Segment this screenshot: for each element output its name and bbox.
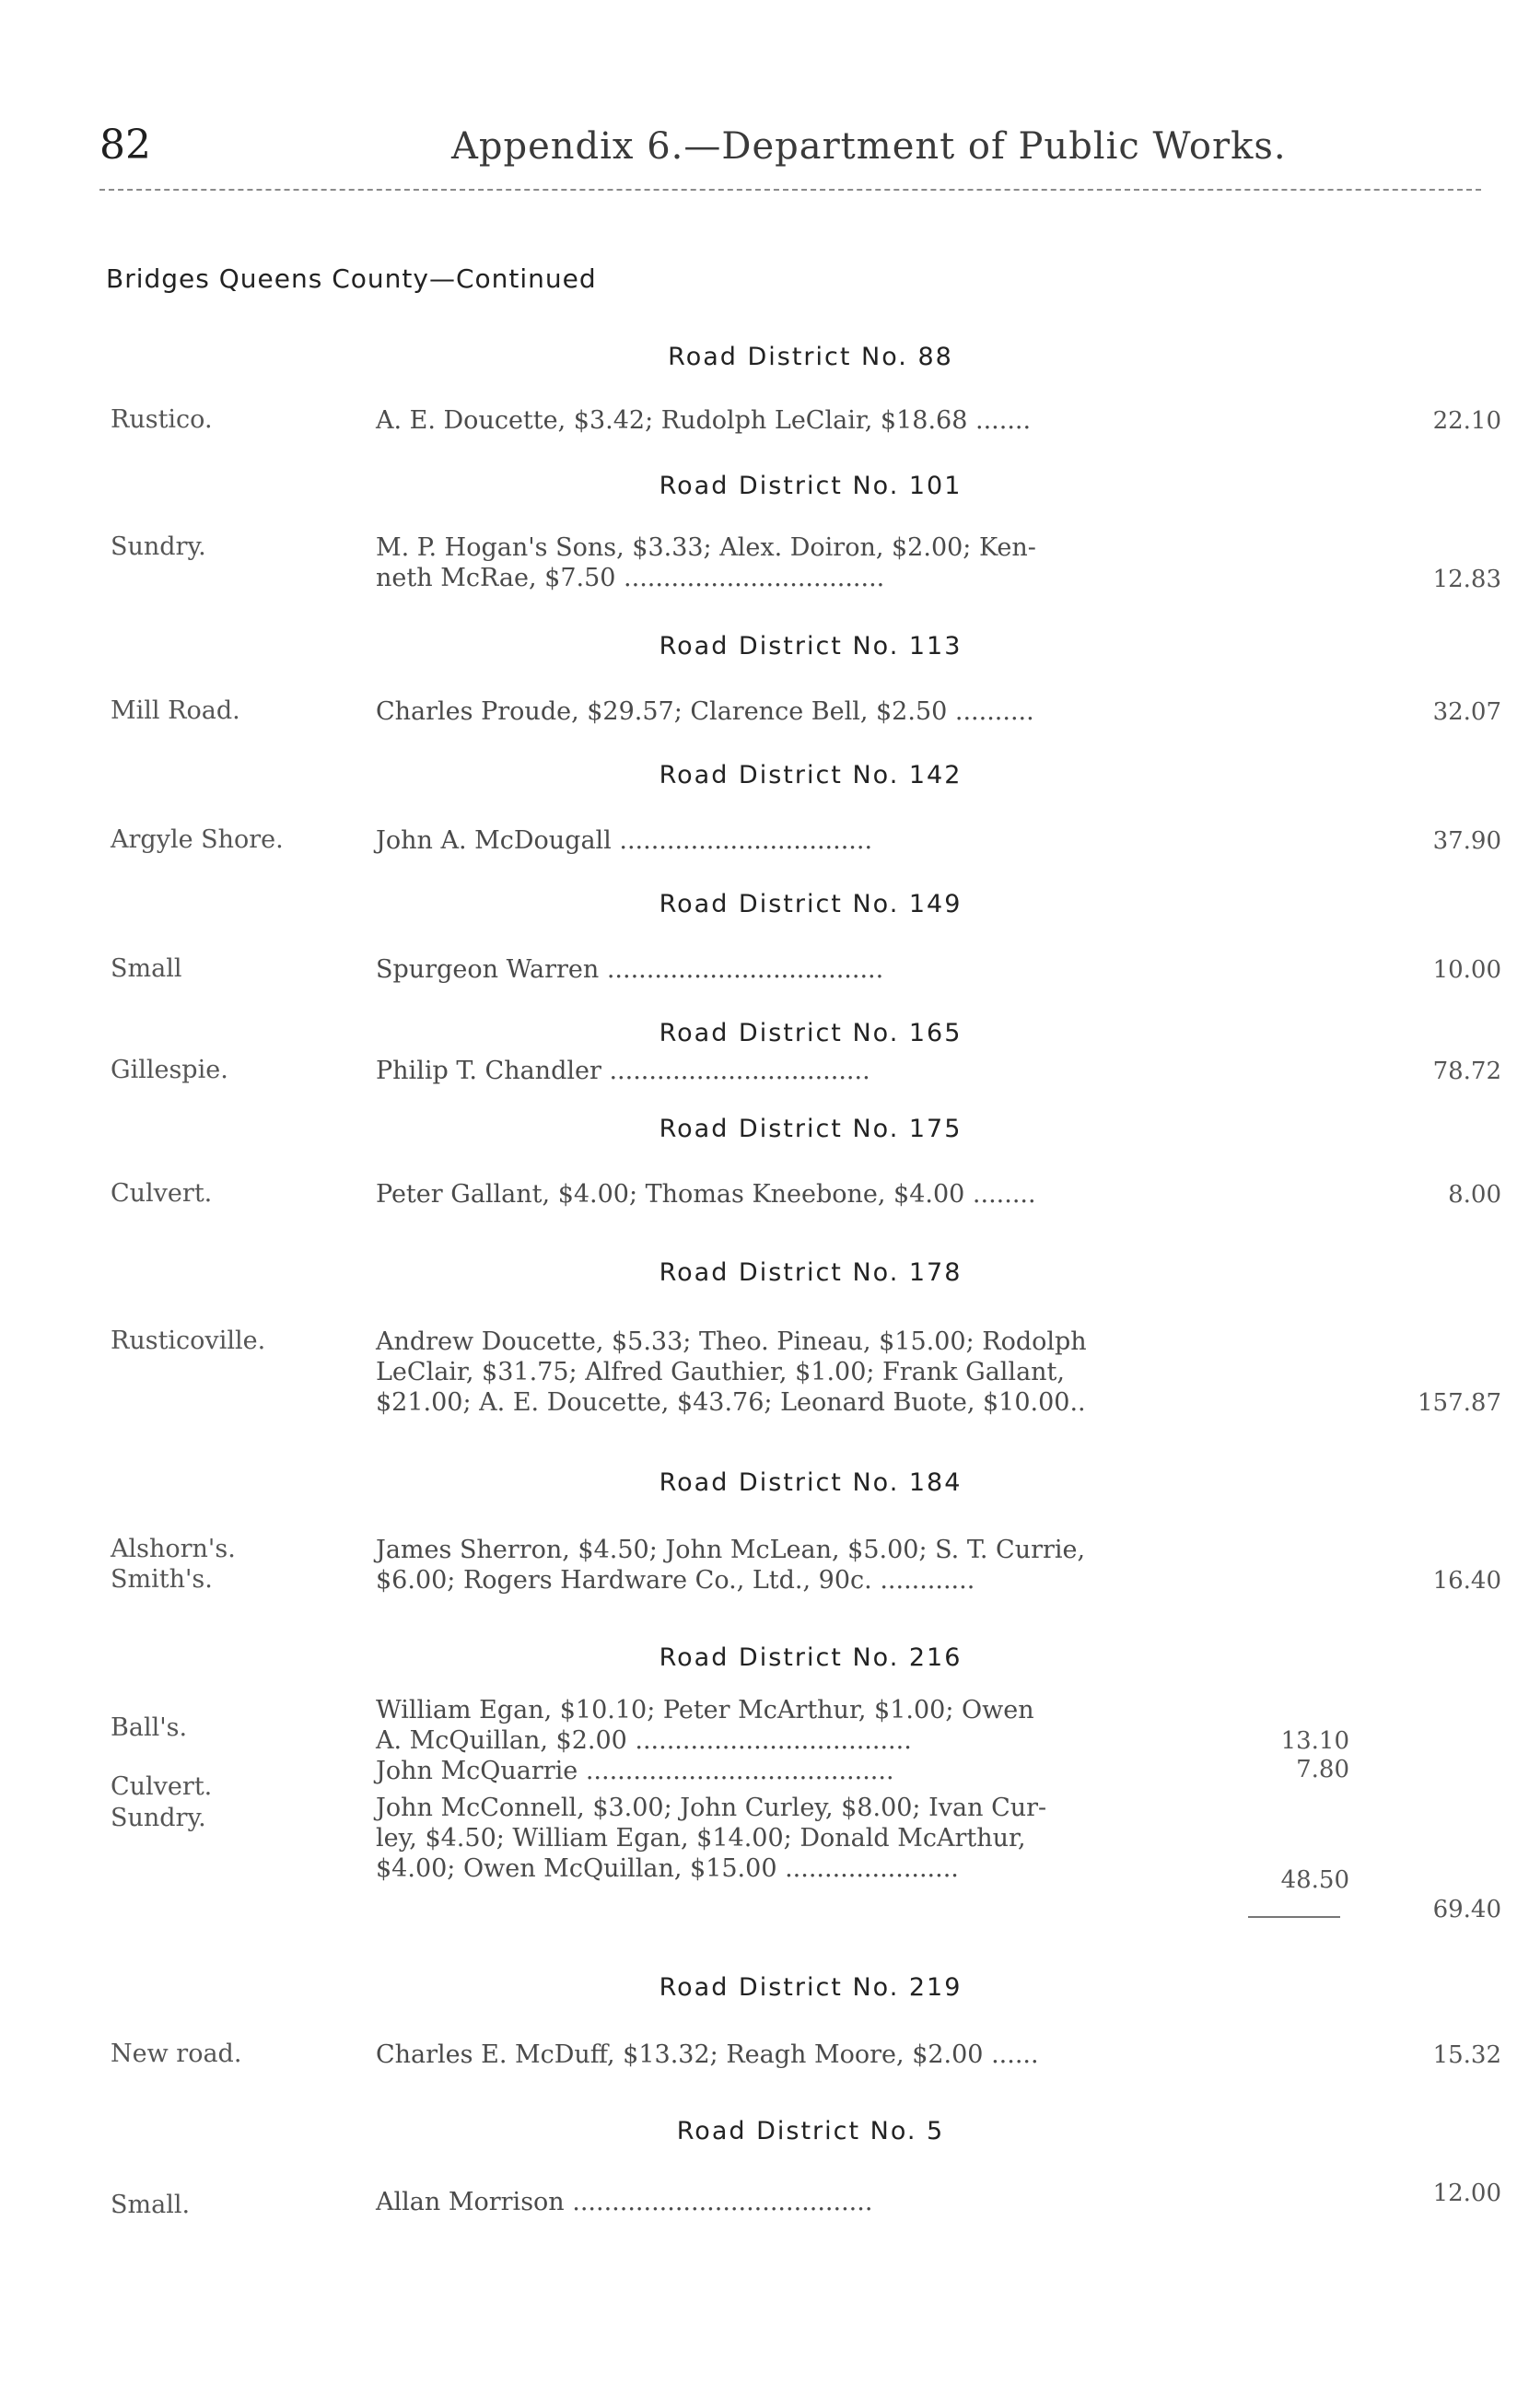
payee-list — [376, 1327, 1242, 1418]
payee-line: William Egan, $10.10; Peter McArthur, $1.00; Owen — [376, 1696, 1034, 1724]
district-total: 8.00 — [1448, 1181, 1501, 1209]
place-name: Rustico. — [111, 405, 213, 434]
place-name: Sundry. — [111, 532, 206, 561]
payee-line: James Sherron, $4.50; John McLean, $5.00; S. T. Currie, — [376, 1536, 1086, 1564]
payee-line: $21.00; A. E. Doucette, $43.76; Leonard Buote, $10.00.. — [376, 1388, 1086, 1417]
group-subtotal: 48.50 — [1280, 1866, 1349, 1894]
page-title: Appendix 6.—Department of Public Works. — [451, 125, 1287, 168]
district-total: 32.07 — [1432, 698, 1501, 726]
district-total: 78.72 — [1432, 1058, 1501, 1085]
district-title: Road District No. 5 — [676, 2117, 945, 2145]
group-subtotal: 13.10 — [1280, 1727, 1349, 1755]
district-title: Road District No. 178 — [659, 1258, 963, 1287]
payee-line: Philip T. Chandler ................................. — [376, 1057, 870, 1085]
payee-line: neth McRae, $7.50 ................................. — [376, 564, 885, 592]
place-name: Culvert. — [111, 1179, 213, 1208]
district-title: Road District No. 142 — [659, 761, 963, 789]
payee-line: Allan Morrison ...................................... — [376, 2188, 873, 2216]
payee-list — [376, 1756, 1242, 1786]
district-total: 12.00 — [1432, 2180, 1501, 2207]
place-name: Gillespie. — [111, 1056, 228, 1084]
payee-list — [376, 2040, 1242, 2070]
payee-list — [376, 532, 1242, 593]
payee-list — [376, 1179, 1242, 1210]
payee-line: Andrew Doucette, $5.33; Theo. Pineau, $15.00; Rodolph — [376, 1327, 1087, 1356]
section-heading: Bridges Queens County—Continued — [106, 263, 597, 294]
group-subtotal: 7.80 — [1296, 1756, 1349, 1783]
page-header — [0, 0, 1529, 212]
district-title: Road District No. 219 — [659, 1973, 963, 2002]
payee-line: A. McQuillan, $2.00 ................................... — [376, 1726, 912, 1755]
payee-line: John A. McDougall ................................ — [376, 826, 873, 855]
payee-line: ley, $4.50; William Egan, $14.00; Donald McArthur, — [376, 1824, 1026, 1853]
payee-line: LeClair, $31.75; Alfred Gauthier, $1.00; Frank Gallant, — [376, 1358, 1065, 1386]
header-rule — [99, 189, 1481, 191]
district-title: Road District No. 149 — [659, 890, 963, 918]
place-name-2: Smith's. — [111, 1565, 213, 1594]
district-total: 16.40 — [1432, 1567, 1501, 1595]
payee-line: A. E. Doucette, $3.42; Rudolph LeClair, $18.68 ....... — [376, 406, 1032, 435]
payee-line: John McConnell, $3.00; John Curley, $8.00; Ivan Cur- — [376, 1794, 1047, 1822]
place-name: Mill Road. — [111, 696, 240, 725]
district-title: Road District No. 101 — [659, 472, 963, 500]
district-total: 12.83 — [1432, 566, 1501, 593]
district-title: Road District No. 88 — [668, 343, 953, 371]
place-name: Rusticoville. — [111, 1327, 266, 1355]
district-total: 15.32 — [1432, 2041, 1501, 2069]
district-title: Road District No. 113 — [659, 632, 963, 660]
place-name: Small — [111, 954, 182, 983]
payee-line: $6.00; Rogers Hardware Co., Ltd., 90c. ............ — [376, 1566, 975, 1595]
payee-list — [376, 405, 1242, 436]
district-title: Road District No. 184 — [659, 1468, 963, 1497]
place-name: Argyle Shore. — [111, 825, 284, 854]
payee-list — [376, 1535, 1242, 1596]
place-name: Alshorn's. — [111, 1535, 236, 1563]
district-title: Road District No. 175 — [659, 1115, 963, 1143]
district-total: 157.87 — [1418, 1389, 1501, 1417]
payee-list — [376, 1056, 1242, 1086]
payee-list — [376, 825, 1242, 856]
district-title: Road District No. 216 — [659, 1643, 963, 1672]
district-title: Road District No. 165 — [659, 1019, 963, 1047]
payee-list — [376, 1695, 1242, 1756]
payee-line: John McQuarrie ....................................... — [376, 1757, 894, 1785]
subtotal-rule — [1248, 1916, 1340, 1918]
place-name: Sundry. — [111, 1804, 206, 1832]
payee-line: M. P. Hogan's Sons, $3.33; Alex. Doiron, $2.00; Ken- — [376, 533, 1036, 562]
payee-list — [376, 1793, 1242, 1884]
district-total: 10.00 — [1432, 956, 1501, 984]
payee-line: Peter Gallant, $4.00; Thomas Kneebone, $4.00 ........ — [376, 1180, 1036, 1209]
payee-list — [376, 696, 1242, 727]
payee-list — [376, 954, 1242, 985]
page-number: 82 — [99, 122, 151, 169]
payee-line: $4.00; Owen McQuillan, $15.00 ...................... — [376, 1854, 959, 1883]
place-name: Culvert. — [111, 1772, 213, 1801]
payee-line: Spurgeon Warren ................................... — [376, 955, 884, 984]
district-total: 69.40 — [1432, 1896, 1501, 1923]
payee-list — [376, 2187, 1242, 2217]
payee-line: Charles E. McDuff, $13.32; Reagh Moore, $2.00 ...... — [376, 2040, 1039, 2069]
payee-line: Charles Proude, $29.57; Clarence Bell, $2.50 .......... — [376, 697, 1034, 726]
district-total: 22.10 — [1432, 407, 1501, 435]
district-total: 37.90 — [1432, 827, 1501, 855]
place-name: New road. — [111, 2040, 242, 2068]
place-name: Small. — [111, 2191, 191, 2219]
place-name: Ball's. — [111, 1713, 188, 1742]
